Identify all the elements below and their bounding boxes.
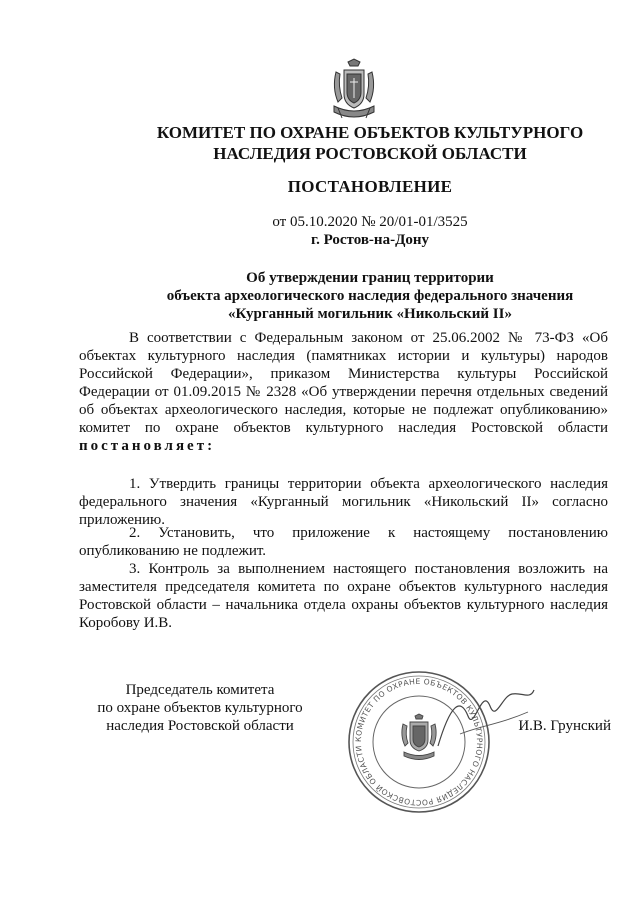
seal-text: КОМИТЕТ ПО ОХРАНЕ ОБЪЕКТОВ КУЛЬТУРНОГО НАСЛЕДИЯ РОСТОВСКОЙ ОБЛАСТИ [353,676,485,808]
signer-name: И.В. Грунский [518,718,611,734]
resolves-word: постановляет: [79,438,216,454]
document-meta [100,213,640,249]
organization-title-line2: НАСЛЕДИЯ РОСТОВСКОЙ ОБЛАСТИ [213,144,527,163]
signer-position-line2: по охране объектов культурного [97,700,303,716]
coat-of-arms-icon [328,58,380,124]
preamble-text: В соответствии с Федеральным законом от 25.06.2002 № 73-ФЗ «Об объектах культурного наследия (памятниках истории и культуры) народов Российской Федерации», приказом Министерства культуры Российской Федерации от 01.09.2015 № 2328 «Об утверждении перечня отдельных сведений об объектах археологического наследия, которые не подлежат опубликованию» комитет по охране объектов культурного наследия Ростовской области [79,330,608,436]
signer-position-line1: Председатель комитета [125,682,275,698]
subject-line2: объекта археологического наследия федерального значения [166,288,574,304]
subject-line3: «Курганный могильник «Никольский II» [228,306,512,322]
signer-position [80,681,320,735]
document-subject [100,269,640,323]
resolution-item-3: 3. Контроль за выполнением настоящего постановления возложить на заместителя председателя комитета по охране объектов культурного наследия Ростовской области – начальника отдела охраны объектов культурного наследия Коробову И.В. [79,561,608,631]
organization-title-line1: КОМИТЕТ ПО ОХРАНЕ ОБЪЕКТОВ КУЛЬТУРНОГО [156,123,584,142]
resolution-item-1: 1. Утвердить границы территории объекта археологического наследия федерального значения «Курганный могильник «Никольский II» согласно приложению. [79,476,608,528]
resolution-item-2: 2. Установить, что приложение к настоящему постановлению опубликованию не подлежит. [79,525,608,559]
document-date-number: от 05.10.2020 № 20/01-01/3525 [272,214,468,230]
signer-position-line3: наследия Ростовской области [106,718,294,734]
subject-line1: Об утверждении границ территории [246,270,494,286]
document-city: г. Ростов-на-Дону [310,232,430,248]
document-type: ПОСТАНОВЛЕНИЕ [287,177,453,196]
organization-title [100,122,640,164]
preamble-paragraph [79,329,608,455]
